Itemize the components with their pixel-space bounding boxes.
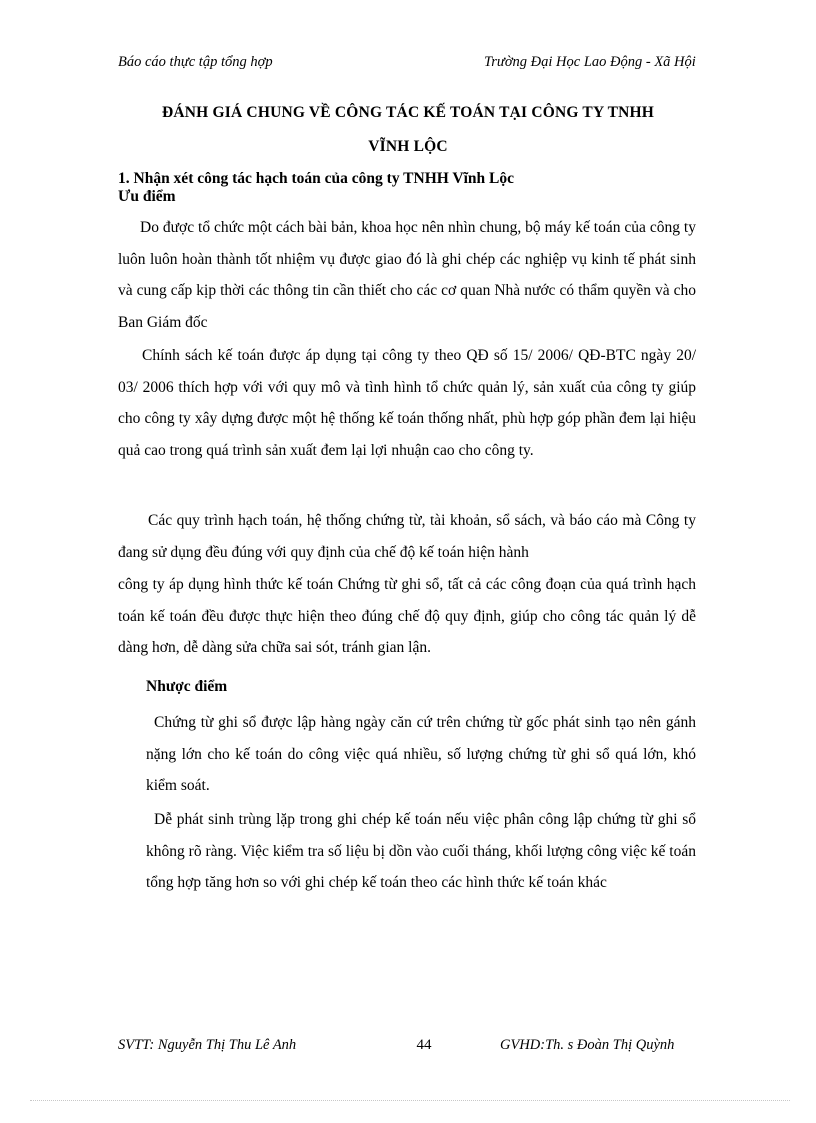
paragraph-2: Chính sách kế toán được áp dụng tại công ty theo QĐ số 15/ 2006/ QĐ-BTC ngày 20/ 03/ 2006 thích hợp với với quy mô và tình hình tổ chức quản lý, sản xuất của công ty giúp cho công ty xây dựng được một hệ thống kế toán thống nhất, phù hợp góp phần đem lại hiệu quả cao trong quá trình sản xuất đem lại lợi nhuận cao cho công ty. <box>118 347 696 459</box>
document-title-line-1: ĐÁNH GIÁ CHUNG VỀ CÔNG TÁC KẾ TOÁN TẠI CÔNG TY TNHH <box>161 104 655 121</box>
footer-supervisor: GVHD:Th. s Đoàn Thị Quỳnh <box>500 1037 675 1053</box>
document-title-line-2: VĨNH LỘC <box>368 138 448 155</box>
paragraph-1: Do được tổ chức một cách bài bản, khoa học nên nhìn chung, bộ máy kế toán của công ty luôn luôn hoàn thành tốt nhiệm vụ được giao đó là ghi chép các nghiệp vụ kinh tế phát sinh và cung cấp kịp thời các thông tin cần thiết cho các cơ quan Nhà nước có thẩm quyền và cho Ban Giám đốc <box>118 219 696 331</box>
paragraph-3: Các quy trình hạch toán, hệ thống chứng từ, tài khoản, sổ sách, và báo cáo mà Công ty đang sử dụng đều đúng với quy định của chế độ kế toán hiện hành <box>118 512 696 561</box>
paragraph-4: công ty áp dụng hình thức kế toán Chứng từ ghi sổ, tất cả các công đoạn của quá trình hạch toán kế toán đều được thực hiện theo đúng chế độ quy định, giúp cho công tác quản lý dễ dàng hơn, dễ dàng sửa chữa sai sót, tránh gian lận. <box>118 576 696 656</box>
header-left: Báo cáo thực tập tổng hợp <box>118 54 273 70</box>
page-number: 44 <box>416 1037 432 1053</box>
disadvantages-heading: Nhược điểm <box>146 678 228 695</box>
header-right: Trường Đại Học Lao Động - Xã Hội <box>484 54 696 70</box>
page-bottom-divider <box>30 1100 790 1101</box>
footer-student: SVTT: Nguyễn Thị Thu Lê Anh <box>118 1037 297 1053</box>
section-heading: 1. Nhận xét công tác hạch toán của công ty TNHH Vĩnh Lộc <box>118 170 514 187</box>
paragraph-6: Dễ phát sinh trùng lặp trong ghi chép kế toán nếu việc phân công lập chứng từ ghi sổ không rõ ràng. Việc kiểm tra số liệu bị dồn vào cuối tháng, khối lượng công việc kế toán tổng hợp tăng hơn so với ghi chép kế toán theo các hình thức kế toán khác <box>146 811 696 891</box>
paragraph-5: Chứng từ ghi sổ được lập hàng ngày căn cứ trên chứng từ gốc phát sinh tạo nên gánh nặng lớn cho kế toán do công việc quá nhiều, số lượng chứng từ ghi sổ quá lớn, khó kiểm soát. <box>146 714 696 794</box>
advantages-heading: Ưu điểm <box>118 188 176 205</box>
